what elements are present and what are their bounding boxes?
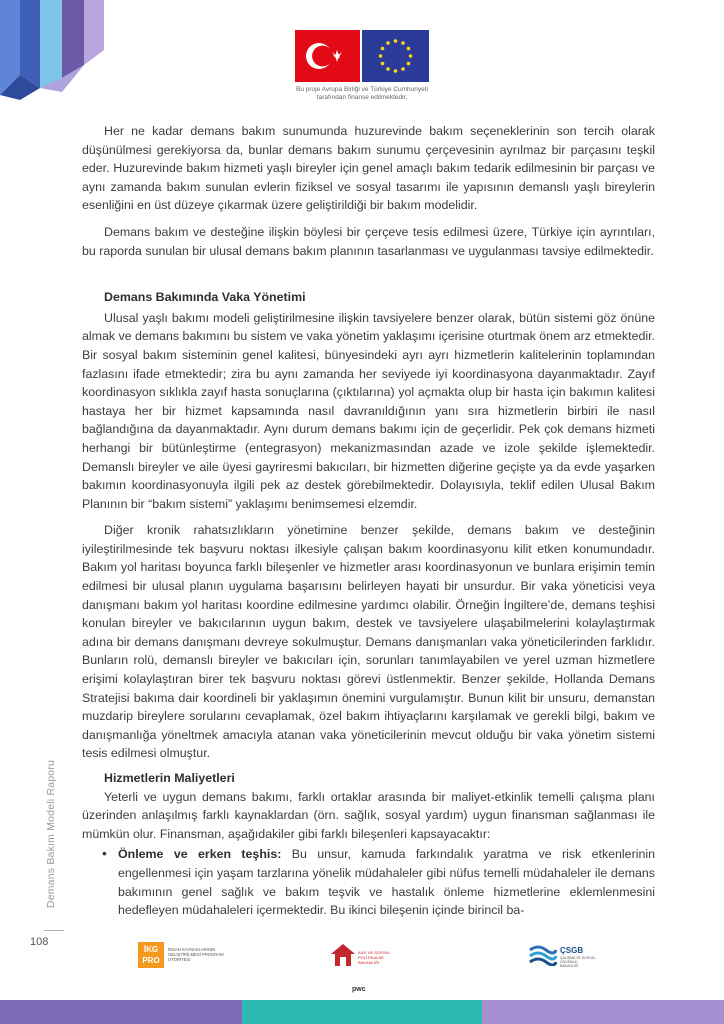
paragraph-2: Demans bakım ve desteğine ilişkin böylesi bir çerçeve tesis edilmesi üzere, Türkiye için ayrıntıları, bu raporda sunulan bir ulusal demans bakım planının tasarlanması ve uygulanması tavsiye edilmektedir.	[82, 224, 655, 258]
pwc-logo: pwc	[352, 986, 366, 993]
family-ministry-logo	[330, 940, 400, 974]
report-title-vertical: Demans Bakım Modeli Raporu	[45, 759, 57, 909]
paragraph-3: Ulusal yaşlı bakımı modeli geliştirilmesine ilişkin tavsiyelere benzer olarak, bütün sistemi göz önüne almak ve demans bakımını bu sistem ve vaka yönetim yaklaşımı içerisine oturtmak önem arz etmektedir. Bir sosyal bakım sisteminin genel kalitesi, bünyesindeki ayrı ayrı hizmetlerin kalitelerinin toplamından fazlasını ifade etmektedir; zira bu aynı zamanda her seviyede iyi koordinasyona dayanmaktadır. Zayıf koordinasyon sıklıkla zayıf hasta sonuçlarına (çıktılarına) yol açmakta olup bir hasta için bakımın kalitesi hastaya her bir hizmet kapsamında nasıl davranıldığının yanı sıra hizmetlerin birbiri ile nasıl bağlandığına da dayanmaktadır. Aynı durum demans bakımı için de geçerlidir. Pek çok demans hizmeti herhangi bir bütünleştirme (entegrasyon) mekanizmasından azade ve izole şekilde işlemektedir. Demanslı bireyler ve aile üyesi gayriresmi bakıcıları, bir hizmetten diğerine geçişte ya da evde yaşarken bakımın koordinasyonuyla ilgili pek az destek görebilmektedir. Dolayısıyla, teklif edilen Ulusal Bakım Planının bir “bakım sistemi” yaklaşımı benimsemesi elzemdir.	[82, 310, 655, 511]
csgb-logo	[528, 942, 598, 968]
funding-line-2: tarafından finanse edilmektedir.	[316, 94, 408, 101]
side-report-title	[44, 750, 58, 920]
csgb-wave-icon	[528, 942, 558, 966]
footer-bar-teal	[242, 1000, 482, 1024]
ikg-logo-box: İKG PRO	[138, 942, 164, 968]
funding-statement	[270, 86, 454, 102]
footer-bar-purple	[0, 1000, 242, 1024]
decorative-corner-graphic	[0, 0, 110, 110]
turkish-flag-icon	[295, 30, 360, 82]
csgb-logo-text: ÇSGB	[560, 946, 584, 955]
header-flags	[295, 30, 429, 84]
section-heading-case-management: Demans Bakımında Vaka Yönetimi	[104, 290, 306, 305]
main-content	[82, 122, 655, 920]
paragraph-4: Diğer kronik rahatsızlıkların yönetimine benzer şekilde, demans bakım ve desteğinin iyileştirilmesinde tek başvuru noktası ilkesiyle çalışan bakım koordinasyonu kilit etken konumundadır. Bakım yol haritası boyunca farklı bileşenler ve hizmetler arası koordinasyonun ve bunlara erişimin temin edilmesi bir ulusal planın uygulama başarısını belirleyen hayati bir unsurdur. Bir vaka yöneticisi veya danışmanı bakım yol haritası koordine edilmesine yardımcı olabilir. Örneğin İngiltere’de, demans teşhisi konulan bireyler ve bakıcılarının uygun bakım, destek ve tavsiyelere ulaşabilmelerini kolaylaştırmak adına bir demans danışmanı devreye sokulmuştur. Demans danışmanları vaka yöneticilerinden farklıdır. Bunların rolü, demanslı bireyler ve bakıcıları için, sorunları tanımlayabilen ve yerel uzman hizmetlere erişimi kolaylaştıran birer tek başvuru noktası görevi üstlenmektir. Benzer şekilde, Hollanda Demans Stratejisi bakıma dair koordineli bir yaklaşımın önemini vurgulamıştır. Bunun kilit bir unsuru, demanstan muzdarip bireylere sorularını cevaplamak, özel bakım ihtiyaçlarını karşılamak ve gerekli bilgi, bakım ve danışmanlığa yöneltmek amacıyla atanan vaka yöneticilerinin mevcut olduğu bir vaka yönetim sistemi tesis edilmesi olmuştur.	[82, 523, 655, 761]
eu-flag-icon	[362, 30, 429, 82]
ikg-pro-logo	[138, 942, 228, 968]
ikg-logo-text: İNSAN KAYNAKLARININ GELİŞTİRİLMESİ PROGRAM OTORİTESİ	[168, 947, 224, 962]
section-heading-service-costs: Hizmetlerin Maliyetleri	[104, 771, 235, 785]
house-icon	[330, 942, 356, 968]
footer-bar-lilac	[482, 1000, 724, 1024]
paragraph-5: Yeterli ve uygun demans bakımı, farklı ortaklar arasında bir maliyet-etkinlik temelli çalışma planı üzerinden anlaşılmış farklı kaynaklardan (örn. sağlık, sosyal yardım) uygun finansman sağlanması ile mümkün olur. Finansman, aşağıdakiler gibi farklı bileşenleri kapsayacaktır:	[82, 789, 655, 841]
bullet-text: Bu unsur, kamuda farkındalık yaratma ve risk etkenlerinin engellenmesi için yaşam tarzlarına yönelik müdahaleler gibi nüfus temelli müdahaleler ile demans bakımının genel sağlık ve bakım teşvik ve hastalık önleme hizmetlerine eklemlenmesini hedefleyen müdahaleleri içermektedir. Bu ikinci bileşenin içinde birincil ba-	[118, 847, 655, 918]
page-divider	[44, 930, 64, 931]
bullet-icon: •	[102, 845, 107, 862]
paragraph-1: Her ne kadar demans bakım sunumunda huzurevinde bakım seçeneklerinin son tercih olarak düşünülmesi gerekiyorsa da, bunlar demans bakım sunumu çerçevesinin ayrılmaz bir parçasını teşkil eder. Huzurevinde bakım hizmeti yaşlı bireyler için genel amaçlı bakım tedarik edilmesinin bir parçası ve aynı zamanda bakım sunulan evlerin fiziksel ve sosyal tasarımı ile yapısının demanslı yaşlı bireylerin esenliğini en üst düzeye çıkarmak üzere geliştirildiği bir bakım modelidir.	[82, 124, 655, 213]
csgb-logo-subtext: ÇALIŞMA VE SOSYAL GÜVENLİK BAKANLIĞI	[560, 956, 596, 968]
page-number: 108	[30, 936, 49, 948]
bullet-title: Önleme ve erken teşhis:	[118, 847, 282, 862]
family-ministry-text: AİLE VE SOSYAL POLİTİKALAR BAKANLIĞI	[358, 950, 390, 965]
funding-line-1: Bu proje Avrupa Birliği ve Türkiye Cumhuriyeti	[296, 86, 428, 93]
bullet-item-prevention	[82, 845, 655, 919]
